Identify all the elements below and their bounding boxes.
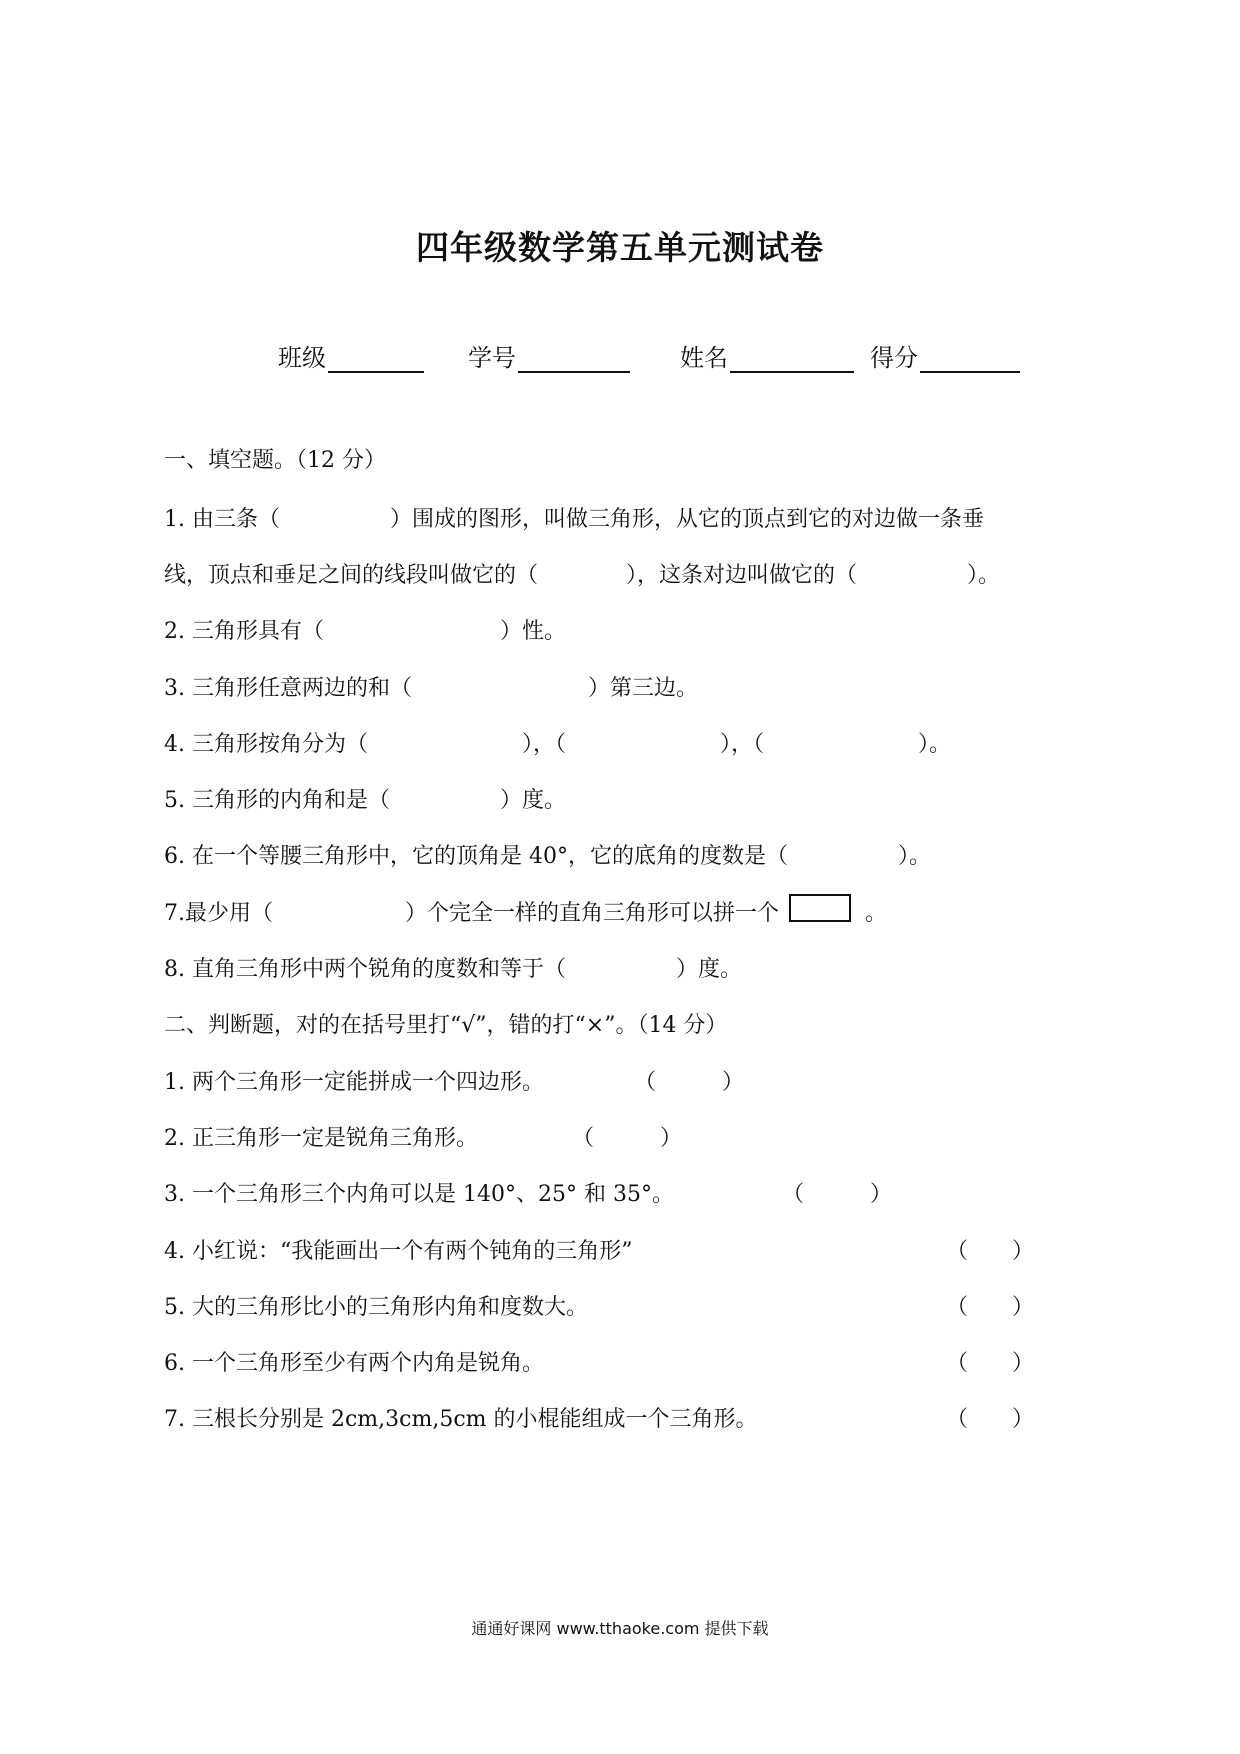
- class-field: [278, 338, 424, 373]
- question-2: 2. 三角形具有（ ）性。: [164, 619, 566, 644]
- answer-paren-2[interactable]: （ ）: [572, 1126, 683, 1151]
- student-info-row: [0, 338, 1240, 374]
- question-7-text: 7.最少用（ ）个完全一样的直角三角形可以拼一个: [164, 901, 779, 926]
- footer-source: 通通好课网 www.tthaoke.com 提供下载: [471, 1619, 769, 1638]
- section1-heading: 一、填空题。（12 分）: [164, 448, 386, 473]
- score-field: [870, 338, 1020, 373]
- answer-paren-6[interactable]: （ ）: [946, 1351, 1035, 1376]
- class-blank[interactable]: [328, 347, 424, 373]
- judge-item-6: 6. 一个三角形至少有两个内角是锐角。: [164, 1351, 544, 1376]
- question-5: 5. 三角形的内角和是（ ）度。: [164, 788, 566, 813]
- judge-item-2: 2. 正三角形一定是锐角三角形。: [164, 1126, 478, 1151]
- question-8: 8. 直角三角形中两个锐角的度数和等于（ ）度。: [164, 957, 742, 982]
- answer-paren-5[interactable]: （ ）: [946, 1295, 1035, 1320]
- judge-item-3: 3. 一个三角形三个内角可以是 140°、25° 和 35°。: [164, 1182, 674, 1207]
- question-6: 6. 在一个等腰三角形中，它的顶角是 40°，它的底角的度数是（ ）。: [164, 844, 931, 869]
- rectangle-shape-icon: [789, 894, 851, 922]
- answer-paren-4[interactable]: （ ）: [946, 1239, 1035, 1264]
- question-1-line-1: 1. 由三条（ ）围成的图形，叫做三角形，从它的顶点到它的对边做一条垂: [164, 507, 984, 532]
- question-3: 3. 三角形任意两边的和（ ）第三边。: [164, 676, 698, 701]
- name-label: 姓名: [680, 344, 728, 372]
- question-4: 4. 三角形按角分为（ ），（ ），（ ）。: [164, 732, 951, 757]
- judge-item-7: 7. 三根长分别是 2cm,3cm,5cm 的小棍能组成一个三角形。: [164, 1407, 758, 1432]
- section2-heading: 二、判断题，对的在括号里打“√”，错的打“×”。（14 分）: [164, 1013, 728, 1038]
- name-field: [680, 338, 854, 373]
- name-blank[interactable]: [730, 347, 854, 373]
- number-field: [468, 338, 630, 373]
- answer-paren-7[interactable]: （ ）: [946, 1407, 1035, 1432]
- page-title: 四年级数学第五单元测试卷: [416, 228, 824, 267]
- question-1-line-2: 线，顶点和垂足之间的线段叫做它的（ ），这条对边叫做它的（ ）。: [164, 563, 1001, 588]
- judge-item-1: 1. 两个三角形一定能拼成一个四边形。: [164, 1070, 544, 1095]
- answer-paren-3[interactable]: （ ）: [782, 1182, 893, 1207]
- score-label: 得分: [870, 344, 918, 372]
- score-blank[interactable]: [920, 347, 1020, 373]
- number-label: 学号: [468, 344, 516, 372]
- question-7: [164, 899, 887, 929]
- question-7-period: 。: [865, 901, 888, 926]
- judge-item-5: 5. 大的三角形比小的三角形内角和度数大。: [164, 1295, 588, 1320]
- answer-paren-1[interactable]: （ ）: [634, 1070, 745, 1095]
- judge-item-4: 4. 小红说：“我能画出一个有两个钝角的三角形”: [164, 1239, 633, 1264]
- number-blank[interactable]: [518, 347, 630, 373]
- class-label: 班级: [278, 344, 326, 372]
